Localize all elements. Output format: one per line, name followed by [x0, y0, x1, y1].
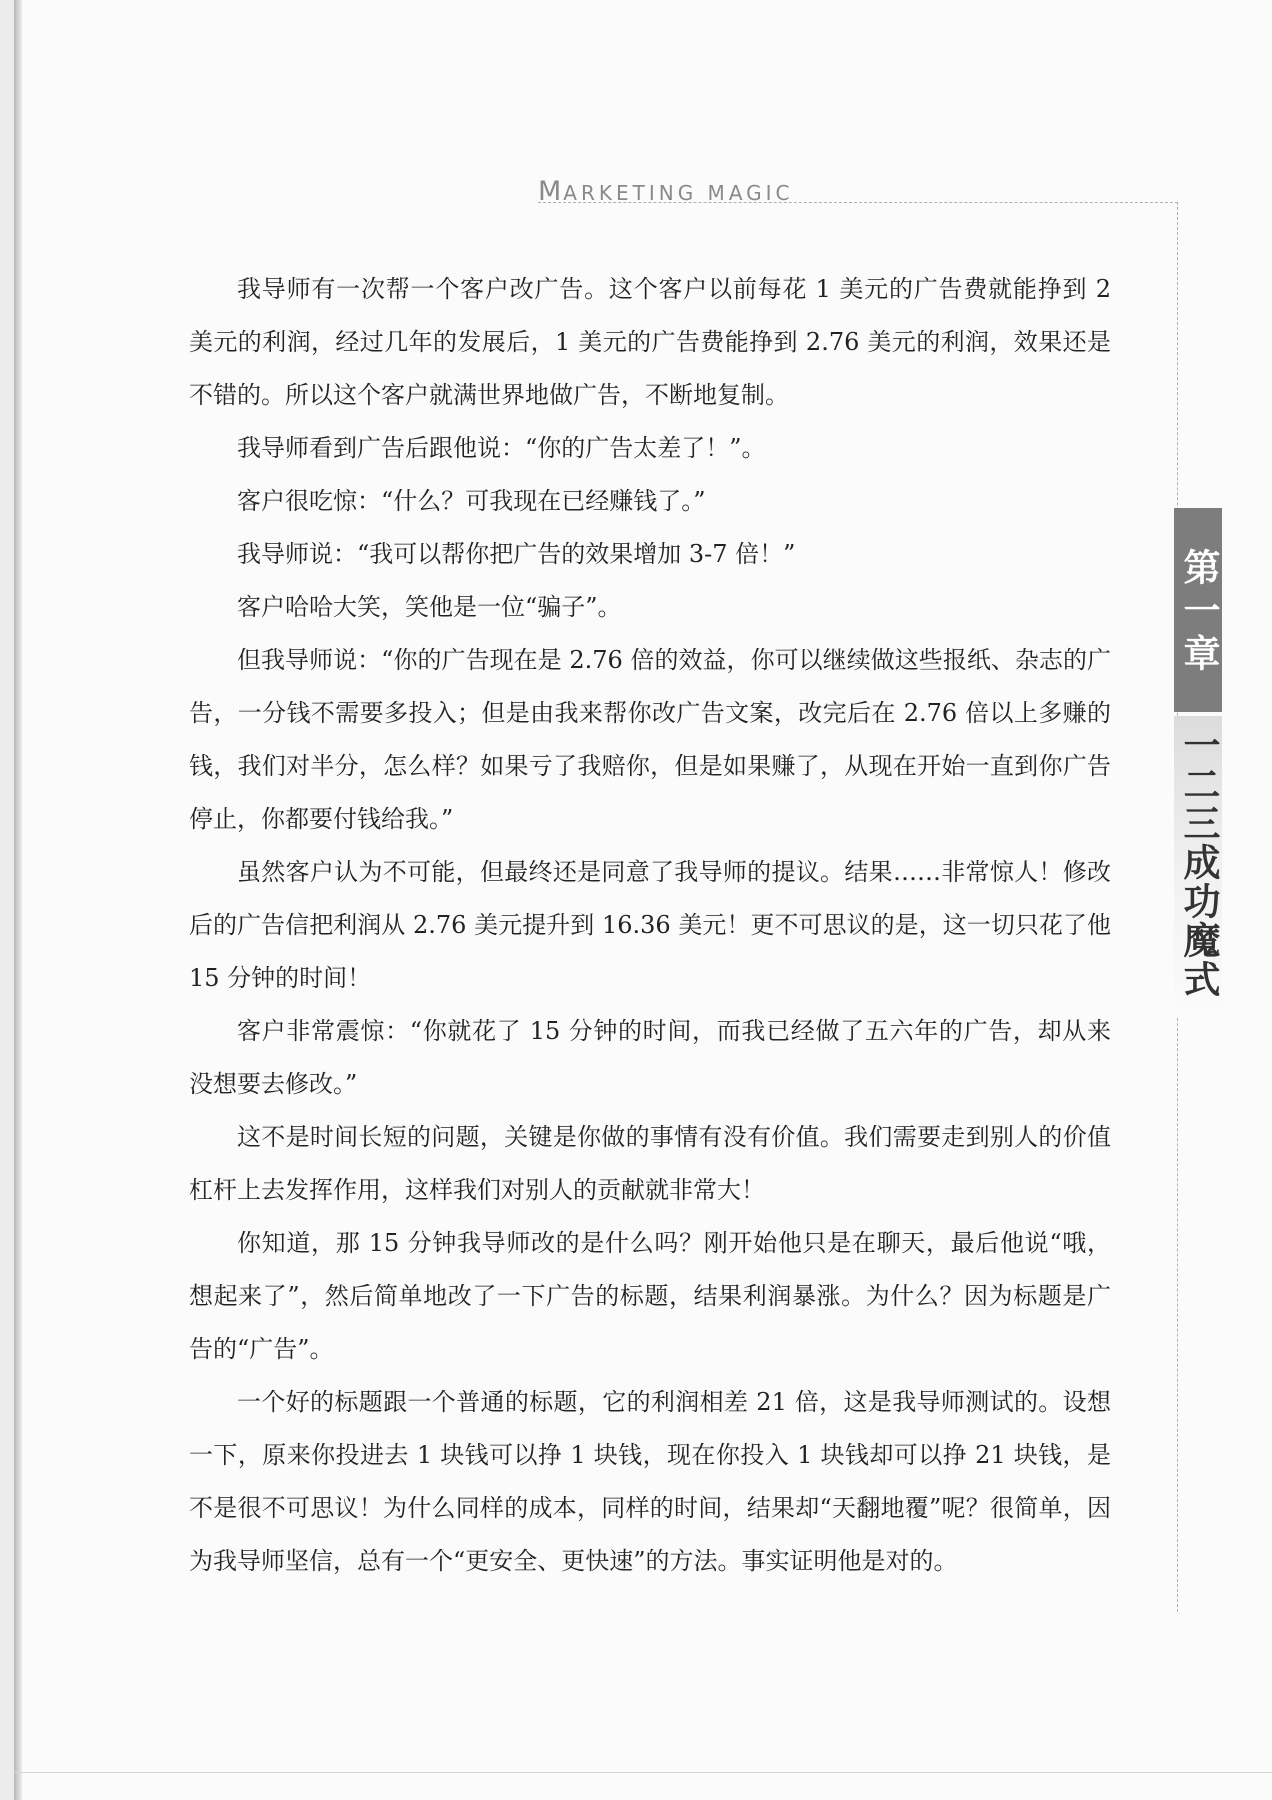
header-dashed-rule — [538, 202, 1178, 203]
chapter-title: 一二三成功魔式 — [1177, 726, 1220, 999]
paragraph: 客户很吃惊：“什么？可我现在已经赚钱了。” — [237, 487, 706, 515]
body-text — [189, 263, 1111, 1588]
chapter-title-tab — [1174, 716, 1222, 1016]
page-binding-edge — [14, 0, 22, 1800]
paragraph: 一个好的标题跟一个普通的标题，它的利润相差 21 倍，这是我导师测试的。设想一下，原来你投进去 1 块钱可以挣 1 块钱，现在你投入 1 块钱却可以挣 21 块钱，是不是很不可思议！为什么同样的成本，同样的时间，结果却“天翻地覆”呢？很简单，因为我导师坚信，总有一个“更安全、更快速”的方法。事实证明他是对的。 — [189, 1388, 1111, 1575]
paragraph: 虽然客户认为不可能，但最终还是同意了我导师的提议。结果……非常惊人！修改后的广告信把利润从 2.76 美元提升到 16.36 美元！更不可思议的是，这一切只花了他 15 分钟的时间！ — [189, 858, 1111, 992]
running-header-rest: ARKETING MAGIC — [563, 181, 794, 205]
paragraph: 这不是时间长短的问题，关键是你做的事情有没有价值。我们需要走到别人的价值杠杆上去发挥作用，这样我们对别人的贡献就非常大！ — [189, 1123, 1111, 1204]
paragraph: 客户哈哈大笑，笑他是一位“骗子”。 — [237, 593, 622, 621]
paragraph: 你知道，那 15 分钟我导师改的是什么吗？刚开始他只是在聊天，最后他说“哦，想起来了”，然后简单地改了一下广告的标题，结果利润暴涨。为什么？因为标题是广告的“广告”。 — [189, 1229, 1111, 1363]
running-header-initial: M — [538, 176, 564, 207]
chapter-number: 第一章 — [1177, 547, 1220, 677]
page-bottom-edge — [14, 1772, 1272, 1773]
paragraph: 我导师看到广告后跟他说：“你的广告太差了！”。 — [237, 434, 766, 462]
paragraph: 客户非常震惊：“你就花了 15 分钟的时间，而我已经做了五六年的广告，却从来没想要去修改。” — [189, 1017, 1111, 1098]
paragraph: 我导师有一次帮一个客户改广告。这个客户以前每花 1 美元的广告费就能挣到 2 美元的利润，经过几年的发展后，1 美元的广告费能挣到 2.76 美元的利润，效果还是不错的。所以这个客户就满世界地做广告，不断地复制。 — [189, 275, 1111, 409]
paragraph: 我导师说：“我可以帮你把广告的效果增加 3-7 倍！” — [237, 540, 796, 568]
paragraph: 但我导师说：“你的广告现在是 2.76 倍的效益，你可以继续做这些报纸、杂志的广告，一分钱不需要多投入；但是由我来帮你改广告文案，改完后在 2.76 倍以上多赚的钱，我们对半分，怎么样？如果亏了我赔你，但是如果赚了，从现在开始一直到你广告停止，你都要付钱给我。” — [189, 646, 1111, 833]
book-page — [14, 0, 1272, 1800]
chapter-tab — [1174, 508, 1222, 712]
